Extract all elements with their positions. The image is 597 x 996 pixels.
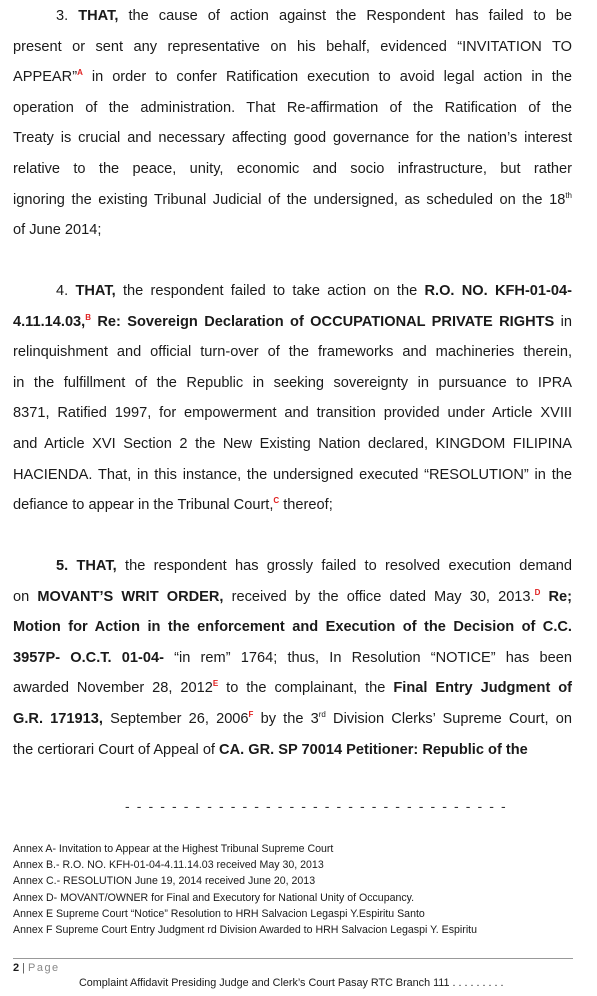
annex-item: Annex F Supreme Court Entry Judgment rd Division Awarded to HRH Salvacion Legaspi Y. Espiritu bbox=[13, 924, 478, 937]
p4-line-3: relinquishment and official turn-over of the frameworks and machineries therein, bbox=[13, 344, 572, 361]
paragraph-5 bbox=[13, 551, 572, 765]
p3-line-1: 3. THAT, the cause of action against the Respondent has failed to be bbox=[56, 8, 572, 24]
p5-line-5: awarded November 28, $2012^E$ to the complainant, the Final Entry Judgment of bbox=[13, 679, 573, 697]
footer-rule bbox=[13, 958, 573, 959]
p3-line-3: APPEAR”$^A$ in order to confer Ratification execution to avoid legal action in the bbox=[13, 68, 572, 86]
paragraph-3 bbox=[13, 1, 572, 246]
p5-line-6: G.R. 171913, September 26, $2006^F$ by the 3rd Division Clerks’ Supreme Court, on bbox=[13, 709, 573, 727]
annex-marker-f: F bbox=[248, 709, 254, 719]
annex-item: Annex B.- R.O. NO. KFH-01-04-4.11.14.03 received May 30, 2013 bbox=[13, 859, 324, 872]
annex-marker-c: C bbox=[273, 496, 280, 506]
p4-line-6: and Article XVI Section 2 the New Existing Nation declared, KINGDOM FILIPINA bbox=[13, 435, 572, 452]
annex-item: Annex A- Invitation to Appear at the Highest Tribunal Supreme Court bbox=[13, 843, 334, 855]
p5-line-4: 3957P- O.C.T. 01-04- “in rem” 1764; thus, In Resolution “NOTICE” has been bbox=[13, 649, 572, 666]
p3-line-2: present or sent any representative on his behalf, evidenced “INVITATION TO bbox=[13, 38, 572, 55]
annex-marker-d: D bbox=[534, 587, 541, 597]
page-number: 2 | Page bbox=[13, 962, 60, 974]
p5-line-1: 5. THAT, the respondent has grossly failed to resolved execution demand bbox=[56, 558, 572, 574]
p5-line-2: on MOVANT’S WRIT ORDER, received by the office dated May 30, 2013.$^D$ Re; bbox=[13, 587, 572, 605]
annex-item: Annex C.- RESOLUTION June 19, 2014 received June 20, 2013 bbox=[13, 875, 316, 888]
p4-line-5: 8371, Ratified 1997, for empowerment and transition provided under Article XVIII bbox=[13, 405, 572, 422]
annex-item: Annex E Supreme Court “Notice” Resolution to HRH Salvacion Legaspi Y.Espiritu Santo bbox=[13, 907, 425, 920]
paragraph-4 bbox=[13, 276, 572, 521]
annex-list bbox=[13, 841, 477, 938]
p3-line-7: ignoring the existing Tribunal Judicial of the undersigned, as scheduled on the 18th bbox=[13, 190, 572, 208]
p4-line-7: HACIENDA. That, in this instance, the undersigned executed “RESOLUTION” in the bbox=[13, 466, 572, 483]
separator-line: - - - - - - - - - - - - - - - - - - - - - - - - - - - - - - - - - bbox=[125, 798, 508, 814]
p4-line-2: 4.11.14.03,$^B$ Re: Sovereign Declaration of OCCUPATIONAL PRIVATE RIGHTS in bbox=[13, 312, 572, 330]
p3-line-5: Treaty is crucial and necessary affecting good governance for the nation’s interest bbox=[13, 130, 572, 147]
p3-line-4: operation of the administration. That Re-affirmation of the Ratification of the bbox=[13, 99, 572, 116]
p4-line-8: defiance to appear in the Tribunal Court,$^C$ thereof; bbox=[13, 496, 333, 514]
annex-item: Annex D- MOVANT/OWNER for Final and Executory for National Unity of Occupancy. bbox=[13, 891, 415, 904]
annex-marker-b: B bbox=[85, 312, 92, 322]
p4-line-4: in the fulfillment of the Republic in seeking sovereignty in pursuance to IPRA bbox=[13, 374, 572, 391]
footer-text: Complaint Affidavit Presiding Judge and Clerk’s Court Pasay RTC Branch 111 . . . . . . . . . bbox=[79, 977, 504, 989]
annex-marker-e: E bbox=[212, 679, 219, 689]
p3-line-6: relative to the peace, unity, economic and socio infrastructure, but rather bbox=[13, 160, 572, 177]
p5-line-3: Motion for Action in the enforcement and Execution of the Decision of C.C. bbox=[13, 619, 572, 636]
p3-line-8: of June 2014; bbox=[13, 222, 102, 239]
p5-line-7: the certiorari Court of Appeal of CA. GR. SP 70014 Petitioner: Republic of the bbox=[13, 741, 528, 758]
annex-marker-a: A bbox=[77, 68, 83, 78]
p4-line-1: 4. THAT, the respondent failed to take action on the R.O. NO. KFH-01-04- bbox=[56, 283, 572, 299]
